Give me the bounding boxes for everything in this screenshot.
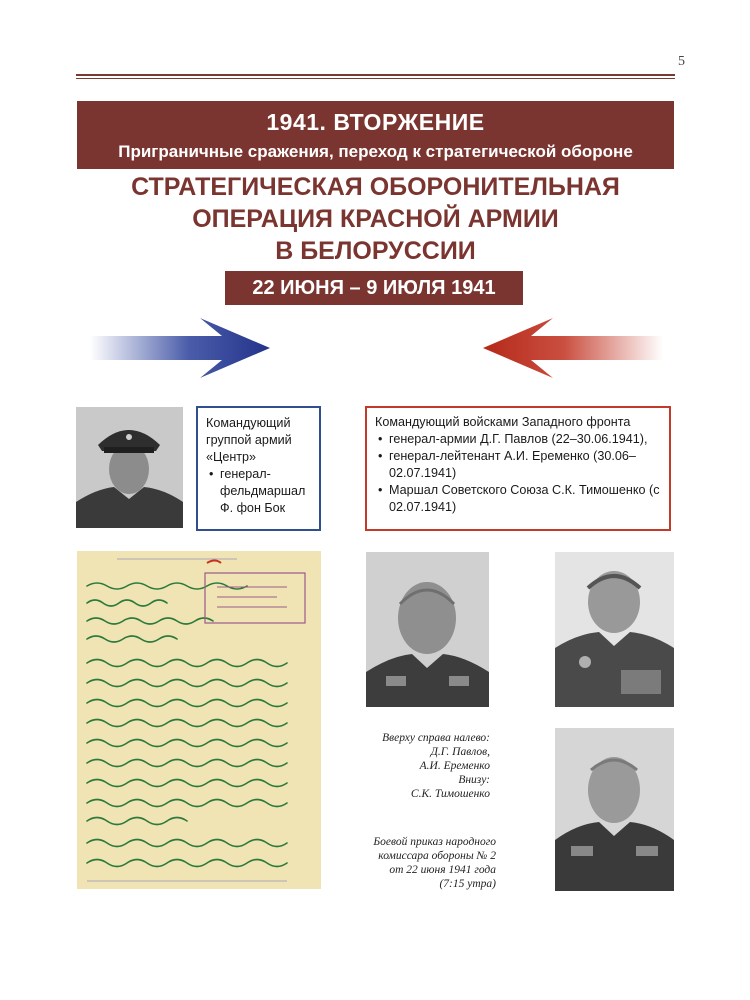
operation-title-line: ОПЕРАЦИЯ КРАСНОЙ АРМИИ [192, 205, 559, 233]
german-advance-arrow-icon [90, 318, 270, 378]
operation-title [77, 171, 674, 267]
german-command-heading: Командующий группой армий «Центр» [206, 416, 292, 464]
caption-line: от 22 июня 1941 года [389, 864, 496, 876]
operation-title-line: СТРАТЕГИЧЕСКАЯ ОБОРОНИТЕЛЬНАЯ [131, 173, 620, 201]
order-caption [350, 835, 496, 891]
caption-line: комиссара обороны № 2 [378, 850, 496, 862]
handwritten-order-document [77, 551, 321, 889]
soviet-command-box [365, 406, 671, 531]
german-command-box [196, 406, 321, 531]
commander-item: • генерал-лейтенант А.И. Еременко (30.06–02.07.1941) [375, 448, 661, 482]
caption-line: Боевой приказ народного [373, 836, 496, 848]
section-header [77, 101, 674, 169]
soviet-defense-arrow-icon [483, 318, 663, 378]
caption-line: Вверху справа налево: [382, 732, 490, 744]
operation-title-line: В БЕЛОРУССИИ [275, 237, 476, 265]
caption-line: Внизу: [458, 774, 490, 786]
commander-item: • генерал-фельдмаршал Ф. фон Бок [206, 466, 311, 517]
soviet-command-heading: Командующий войсками Западного фронта [375, 415, 631, 429]
caption-line: (7:15 утра) [439, 878, 496, 890]
header-rule-top [76, 74, 675, 76]
portrait-caption [350, 731, 490, 801]
soviet-commander-list [375, 431, 661, 516]
section-subtitle: Приграничные сражения, переход к стратегической обороне [118, 142, 633, 161]
page-number: 5 [678, 54, 685, 69]
header-rule-bottom [76, 78, 675, 79]
bock-portrait [76, 407, 183, 528]
caption-line: Д.Г. Павлов, [430, 746, 490, 758]
eremenko-portrait [555, 552, 674, 707]
date-banner: 22 ИЮНЯ – 9 ИЮЛЯ 1941 [225, 271, 523, 305]
commander-item: • Маршал Советского Союза С.К. Тимошенко (с 02.07.1941) [375, 482, 661, 516]
caption-line: С.К. Тимошенко [410, 788, 490, 800]
timoshenko-portrait [555, 728, 674, 891]
pavlov-portrait [366, 552, 489, 707]
german-commander-list [206, 466, 311, 517]
commander-item: • генерал-армии Д.Г. Павлов (22–30.06.1941), [375, 431, 661, 448]
caption-line: А.И. Еременко [419, 760, 490, 772]
section-title: 1941. ВТОРЖЕНИЕ [266, 109, 485, 135]
